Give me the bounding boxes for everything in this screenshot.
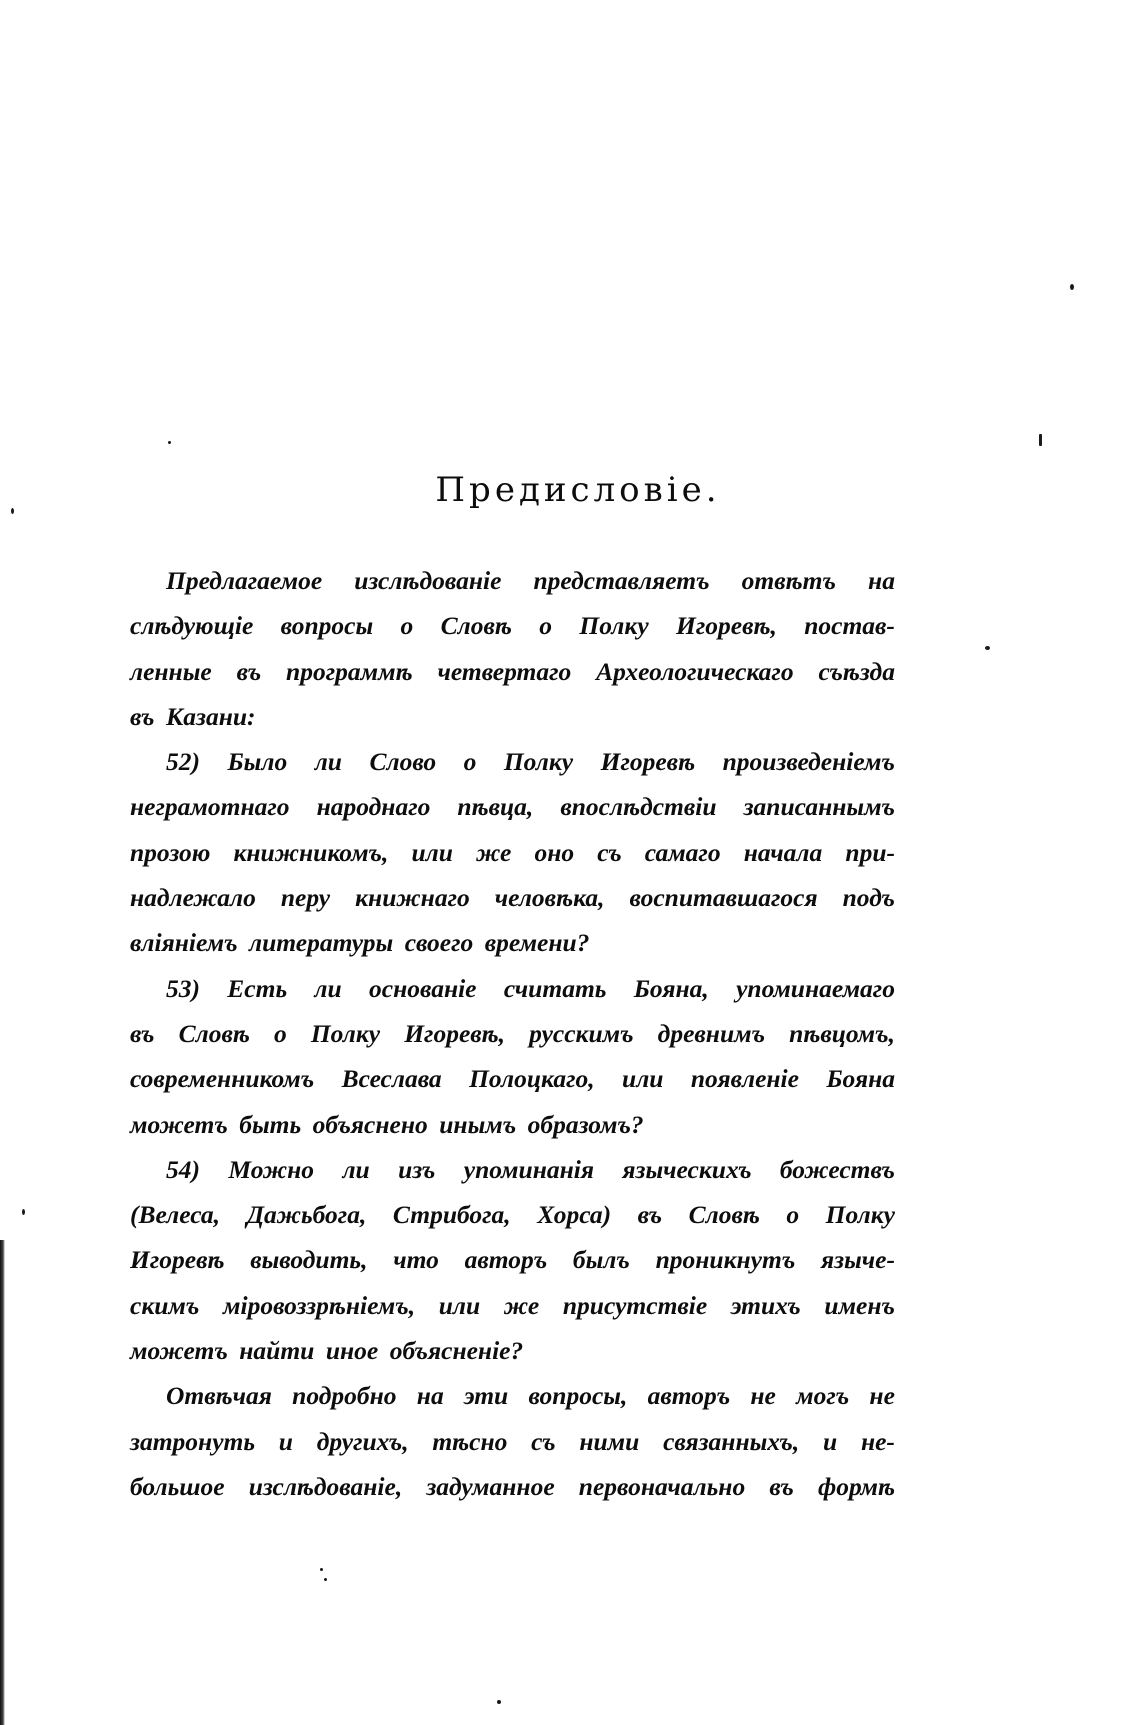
scan-speck [497,1700,501,1704]
text-line: 53) Есть ли основаніе считать Бояна, упоминаемаго [166,973,895,1003]
text-line: можетъ найти иное объясненіе? [130,1336,524,1366]
text-line: въ Казани: [130,701,256,731]
scan-speck [1039,434,1042,446]
scan-speck [320,1568,323,1571]
preface-text [130,558,895,1509]
page-edge-shadow [0,1240,5,1725]
scan-speck [168,441,171,444]
text-line: прозою книжникомъ, или же оно съ самаго начала при- [130,837,895,867]
text-line: ленные въ программѣ четвертаго Археологическаго съѣзда [130,656,895,686]
text-line: современникомъ Всеслава Полоцкаго, или появленіе Бояна [130,1064,895,1094]
text-line: въ Словѣ о Полку Игоревѣ, русскимъ древнимъ пѣвцомъ, [130,1018,895,1048]
text-line: 54) Можно ли изъ упоминанія языческихъ божествъ [166,1154,895,1184]
scan-speck [22,1209,25,1215]
text-line: скимъ міровоззрѣніемъ, или же присутствіе этихъ именъ [130,1290,895,1320]
text-line: Предлагаемое изслѣдованіе представляетъ отвѣтъ на [166,566,895,595]
text-line: (Велеса, Дажьбога, Стрибога, Хорса) въ Словѣ о Полку [130,1200,895,1230]
text-line: большое изслѣдованіе, задуманное первоначально въ формѣ [130,1471,895,1501]
scan-speck [324,1578,327,1581]
text-line: надлежало перу книжнаго человѣка, воспитавшагося подъ [130,883,895,913]
text-line: неграмотнаго народнаго пѣвца, впослѣдствіи записаннымъ [130,792,895,822]
text-line: 52) Было ли Слово о Полку Игоревѣ произведеніемъ [166,747,895,777]
scan-speck [1070,284,1074,290]
text-line: вліяніемъ литературы своего времени? [130,928,590,958]
text-line: Игоревѣ выводить, что авторъ былъ проникнутъ языче- [130,1245,895,1275]
scan-speck [985,646,990,650]
text-line: можетъ быть объяснено инымъ образомъ? [130,1109,644,1139]
page-heading: Предисловіе. [435,470,721,510]
text-line: затронуть и другихъ, тѣсно съ ними связанныхъ, и не- [130,1426,895,1456]
text-line: Отвѣчая подробно на эти вопросы, авторъ не могъ не [166,1381,895,1411]
text-line: слѣдующіе вопросы о Словѣ о Полку Игоревѣ, постав- [130,611,895,641]
